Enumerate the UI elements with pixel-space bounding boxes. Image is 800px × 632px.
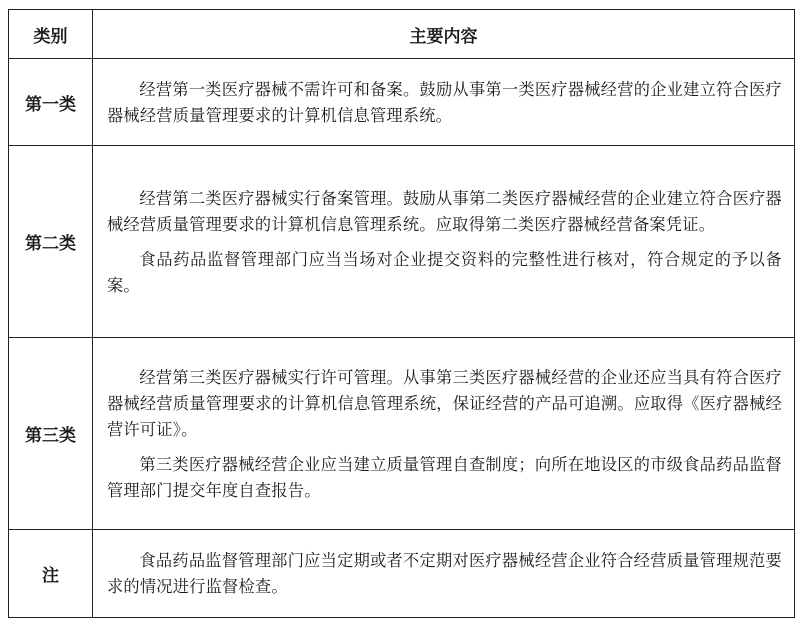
category-cell: 第三类 — [9, 338, 93, 530]
content-paragraph: 食品药品监督管理部门应当定期或者不定期对医疗器械经营企业符合经营质量管理规范要求的情况进行监督检查。 — [107, 551, 782, 596]
content-paragraph: 经营第一类医疗器械不需许可和备案。鼓励从事第一类医疗器械经营的企业建立符合医疗器械经营质量管理要求的计算机信息管理系统。 — [107, 79, 782, 125]
category-cell: 第二类 — [9, 146, 93, 338]
table-row-note — [9, 530, 795, 618]
table-header-row — [9, 10, 795, 59]
content-paragraph: 经营第三类医疗器械实行许可管理。从事第三类医疗器械经营的企业还应当具有符合医疗器械经营质量管理要求的计算机信息管理系统，保证经营的产品可追溯。应取得《医疗器械经营许可证》。 — [107, 367, 782, 439]
content-cell — [93, 338, 795, 530]
content-paragraph: 第三类医疗器械经营企业应当建立质量管理自查制度；向所在地设区的市级食品药品监督管理部门提交年度自查报告。 — [107, 454, 782, 500]
content-cell — [93, 59, 795, 146]
header-category: 类别 — [9, 10, 93, 59]
table-row-class-2 — [9, 146, 795, 338]
medical-device-category-table — [8, 9, 795, 618]
category-cell: 注 — [9, 530, 93, 618]
table-row-class-1 — [9, 59, 795, 146]
content-paragraph: 食品药品监督管理部门应当当场对企业提交资料的完整性进行核对，符合规定的予以备案。 — [107, 249, 782, 295]
content-paragraph: 经营第二类医疗器械实行备案管理。鼓励从事第二类医疗器械经营的企业建立符合医疗器械经营质量管理要求的计算机信息管理系统。应取得第二类医疗器械经营备案凭证。 — [107, 188, 782, 234]
content-cell — [93, 146, 795, 338]
header-content: 主要内容 — [93, 10, 795, 59]
table-row-class-3 — [9, 338, 795, 530]
content-cell — [93, 530, 795, 618]
category-cell: 第一类 — [9, 59, 93, 146]
